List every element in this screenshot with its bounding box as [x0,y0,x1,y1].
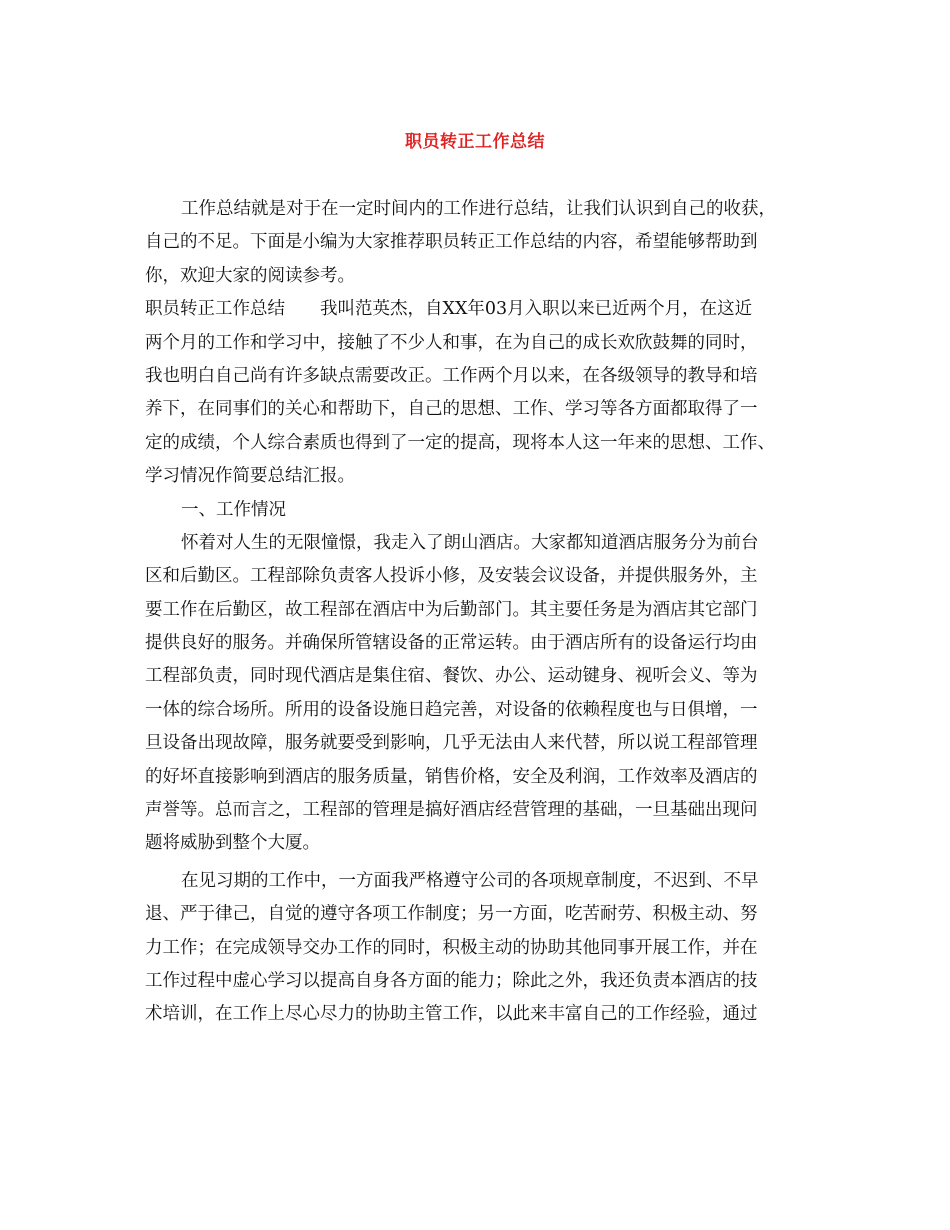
text-line: 退、严于律己，自觉的遵守各项工作制度；另一方面，吃苦耐劳、积极主动、努 [145,904,758,925]
text-line: 你，欢迎大家的阅读参考。 [145,265,355,286]
text-line: 一、工作情况 [181,499,286,520]
text-line: 术培训，在工作上尽心尽力的协助主管工作，以此来丰富自己的工作经验，通过 [145,1004,758,1025]
text-line: 工作总结就是对于在一定时间内的工作进行总结，让我们认识到自己的收获， [181,199,776,219]
text-line: 的好坏直接影响到酒店的服务质量，销售价格，安全及利润，工作效率及酒店的 [145,766,758,787]
text-line: 声誉等。总而言之，工程部的管理是搞好酒店经营管理的基础，一旦基础出现问 [145,800,758,821]
text-line: 学习情况作简要总结汇报。 [145,466,355,487]
text-line: 两个月的工作和学习中，接触了不少人和事，在为自己的成长欢欣鼓舞的同时， [145,332,758,353]
text-line: 养下，在同事们的关心和帮助下，自己的思想、工作、学习等各方面都取得了一 [145,399,758,420]
text-line: 一体的综合场所。所用的设备设施日趋完善，对设备的依赖程度也与日俱增，一 [145,699,758,720]
text-line: 要工作在后勤区，故工程部在酒店中为后勤部门。其主要任务是为酒店其它部门 [145,599,758,620]
text-line: 题将威胁到整个大厦。 [145,833,320,854]
text-line: 工作过程中虚心学习以提高自身各方面的能力；除此之外，我还负责本酒店的技 [145,970,758,991]
text-line: 在见习期的工作中，一方面我严格遵守公司的各项规章制度，不迟到、不早 [181,870,759,891]
text-line: 定的成绩，个人综合素质也得到了一定的提高，现将本人这一年来的思想、工作、 [145,432,775,453]
text-line: 怀着对人生的无限憧憬，我走入了朗山酒店。大家都知道酒店服务分为前台 [181,532,759,553]
document-body [145,193,805,1032]
text-line: 职员转正工作总结 我叫范英杰，自XX年03月入职以来已近两个月，在这近 [145,299,753,320]
text-line: 力工作；在完成领导交办工作的同时，积极主动的协助其他同事开展工作，并在 [145,937,758,958]
text-line: 区和后勤区。工程部除负责客人投诉小修，及安装会议设备，并提供服务外，主 [145,566,758,587]
document-title: 职员转正工作总结 [405,132,545,152]
text-line: 我也明白自己尚有许多缺点需要改正。工作两个月以来，在各级领导的教导和培 [145,365,758,386]
text-line: 自己的不足。下面是小编为大家推荐职员转正工作总结的内容，希望能够帮助到 [145,232,758,253]
text-line: 旦设备出现故障，服务就要受到影响，几乎无法由人来代替，所以说工程部管理 [145,733,758,754]
text-line: 工程部负责，同时现代酒店是集住宿、餐饮、办公、运动键身、视听会义、等为 [145,666,758,687]
text-line: 提供良好的服务。并确保所管辖设备的正常运转。由于酒店所有的设备运行均由 [145,633,758,654]
